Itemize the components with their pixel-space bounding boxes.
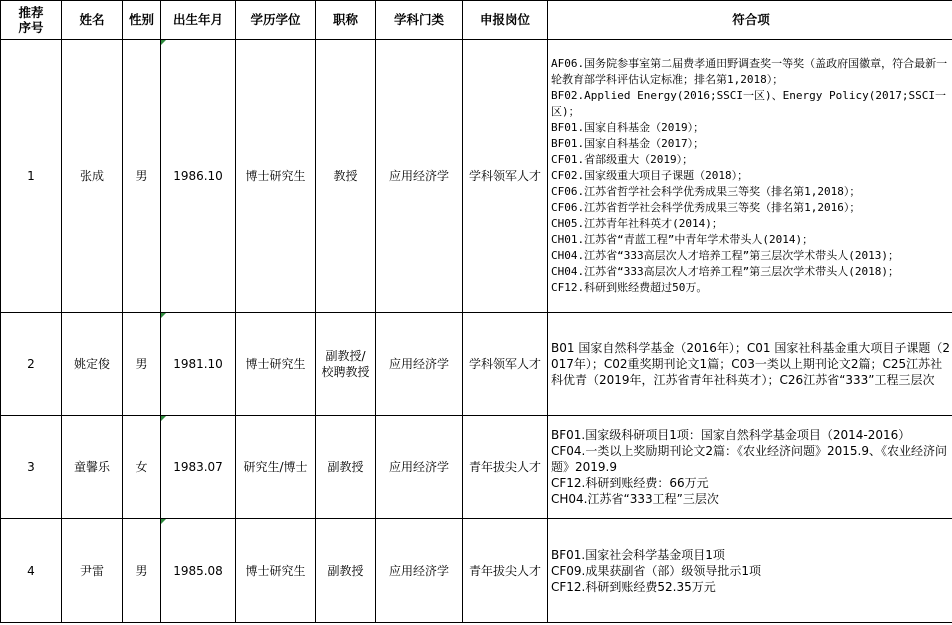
cell-gender: 男 — [123, 40, 161, 313]
cell-name: 尹雷 — [62, 519, 123, 623]
header-position: 申报岗位 — [463, 1, 548, 40]
criteria-item: AF06.国务院参事室第二届费孝通田野调查奖一等奖（盖政府国徽章，符合最新一轮教育部学科评估认定标准；排名第1,2018）； — [551, 57, 948, 86]
criteria-item: BF01.国家自科基金（2017）； — [551, 137, 705, 150]
cell-title: 教授 — [316, 40, 376, 313]
header-seq: 推荐序号 — [1, 1, 62, 40]
header-criteria: 符合项 — [548, 1, 952, 40]
cell-position: 学科领军人才 — [463, 313, 548, 416]
cell-title: 副教授 — [316, 416, 376, 519]
criteria-item: CF12.科研到账经费：66万元 — [551, 476, 709, 490]
header-name: 姓名 — [62, 1, 123, 40]
cell-seq: 3 — [1, 416, 62, 519]
header-gender: 性别 — [123, 1, 161, 40]
header-birth: 出生年月 — [161, 1, 236, 40]
cell-discipline: 应用经济学 — [376, 313, 463, 416]
cell-degree: 博士研究生 — [236, 40, 316, 313]
header-row — [1, 1, 952, 40]
cell-position: 青年拔尖人才 — [463, 519, 548, 623]
criteria-item: CH01.江苏省“青蓝工程”中青年学术带头人(2014)； — [551, 233, 814, 246]
criteria-item: CH04.江苏省“333高层次人才培养工程”第三层次学术带头人(2013)； — [551, 249, 899, 262]
cell-position: 学科领军人才 — [463, 40, 548, 313]
table-row — [1, 40, 952, 313]
cell-degree: 研究生/博士 — [236, 416, 316, 519]
criteria-item: CF12.科研到账经费52.35万元 — [551, 579, 716, 594]
header-degree: 学历学位 — [236, 1, 316, 40]
criteria-item: BF01.国家社会科学基金项目1项 — [551, 547, 725, 562]
cell-criteria — [548, 519, 952, 623]
criteria-item: CF06.江苏省哲学社会科学优秀成果三等奖（排名第1,2018）； — [551, 185, 861, 198]
cell-degree: 博士研究生 — [236, 313, 316, 416]
table-row — [1, 519, 952, 623]
criteria-item: BF01.国家级科研项目1项：国家自然科学基金项目（2014-2016） — [551, 428, 911, 442]
criteria-item: CH04.江苏省“333工程”三层次 — [551, 492, 719, 506]
cell-gender: 男 — [123, 519, 161, 623]
cell-gender: 男 — [123, 313, 161, 416]
cell-birth: 1983.07 — [161, 416, 236, 519]
cell-name: 童馨乐 — [62, 416, 123, 519]
criteria-item: CH05.江苏青年社科英才(2014)； — [551, 217, 723, 230]
header-title: 职称 — [316, 1, 376, 40]
table-row — [1, 416, 952, 519]
cell-name: 张成 — [62, 40, 123, 313]
criteria-item: CH04.江苏省“333高层次人才培养工程”第三层次学术带头人(2018)； — [551, 265, 899, 278]
cell-criteria — [548, 416, 952, 519]
cell-gender: 女 — [123, 416, 161, 519]
cell-seq: 4 — [1, 519, 62, 623]
cell-title: 副教授/校聘教授 — [316, 313, 376, 416]
criteria-item: BF02.Applied Energy(2016;SSCI一区)、Energy Policy(2017;SSCI一区)； — [551, 89, 946, 118]
table-row — [1, 313, 952, 416]
criteria-item: BF01.国家自科基金（2019）； — [551, 121, 705, 134]
criteria-item: CF12.科研到账经费超过50万。 — [551, 281, 708, 294]
criteria-item: CF02.国家级重大项目子课题（2018）； — [551, 169, 749, 182]
cell-criteria — [548, 313, 952, 416]
criteria-item: CF01.省部级重大（2019）； — [551, 153, 694, 166]
cell-birth: 1981.10 — [161, 313, 236, 416]
cell-seq: 2 — [1, 313, 62, 416]
cell-position: 青年拔尖人才 — [463, 416, 548, 519]
cell-birth: 1986.10 — [161, 40, 236, 313]
cell-name: 姚定俊 — [62, 313, 123, 416]
cell-title: 副教授 — [316, 519, 376, 623]
cell-discipline: 应用经济学 — [376, 519, 463, 623]
cell-birth: 1985.08 — [161, 519, 236, 623]
criteria-item: CF06.江苏省哲学社会科学优秀成果三等奖（排名第1,2016）； — [551, 201, 861, 214]
criteria-item: B01 国家自然科学基金（2016年）；C01 国家社科基金重大项目子课题（2017年）；C02重奖期刊论文1篇；C03一类以上期刊论文2篇；C25江苏社科优青（2019年，江苏省青年社科英才）；C26江苏省“333”工程三层次 — [551, 341, 950, 387]
header-discipline: 学科门类 — [376, 1, 463, 40]
cell-degree: 博士研究生 — [236, 519, 316, 623]
cell-criteria — [548, 40, 952, 313]
cell-seq: 1 — [1, 40, 62, 313]
cell-discipline: 应用经济学 — [376, 40, 463, 313]
criteria-item: CF04.一类以上奖励期刊论文2篇：《农业经济问题》2015.9、《农业经济问题》2019.9 — [551, 444, 947, 474]
cell-discipline: 应用经济学 — [376, 416, 463, 519]
criteria-item: CF09.成果获副省（部）级领导批示1项 — [551, 563, 762, 578]
